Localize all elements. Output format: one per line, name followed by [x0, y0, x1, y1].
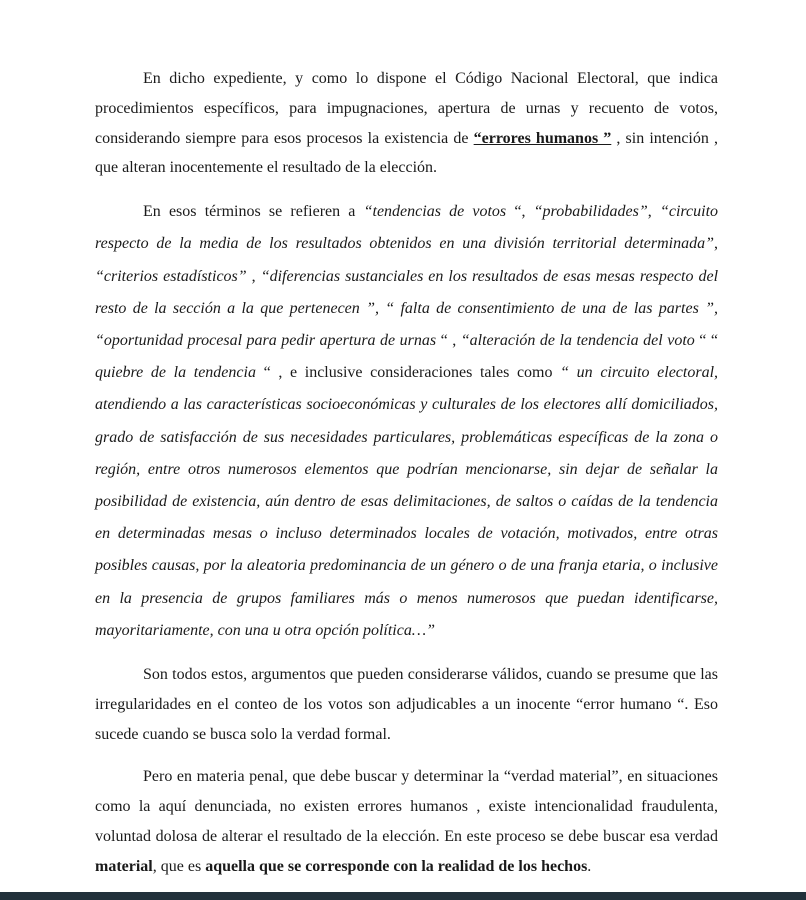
p2-italic-8: “ un circuito electoral, atendiendo a las características socioeconómicas y culturales de los electores allí domiciliados, grado de satisfacción de sus necesidades particulares, problemáticas específicas de la zona o región, entre otros numerosos elementos que podrían mencionarse, sin dejar de señalar la posibilidad de existencia, aún dentro de esas delimitaciones, de saltos o caídas de la tendencia en determinadas mesas o incluso determinados locales de votación, motivados, entre otras posibles causas, por la aleatoria predominancia de un género o de una franja etaria, o inclusive en la presencia de grupos familiares más o menos numerosos que puedan identificarse, mayoritariamente, con una u otra opción política…” — [95, 364, 719, 639]
p4-bold-realidad: aquella que se corresponde con la realidad de los hechos — [205, 857, 588, 875]
p1-text-b: , sin intención , que alteran inocentemente el resultado de la elección. — [95, 129, 719, 177]
paragraph-4 — [95, 762, 718, 881]
p2-text-6: “ , — [436, 332, 461, 349]
bottom-bar — [0, 892, 806, 900]
p2-text-3: , — [647, 203, 660, 221]
paragraph-2 — [95, 196, 718, 647]
p2-italic-5: “diferencias sustanciales en los resultados de esas mesas respecto del resto de la sección a la que pertenecen ”, “ falta de consentimiento de una de las partes ”, “oportunidad procesal para pedir apertura de urnas — [95, 267, 719, 349]
p2-text-4: , — [714, 235, 718, 253]
document-page — [95, 64, 718, 882]
p2-italic-6: “alteración de la tendencia del voto — [460, 332, 695, 349]
p2-text-2: “, — [506, 203, 534, 221]
paragraph-1 — [95, 64, 718, 183]
p2-italic-3: “circuito respecto de la media de los resultados obtenidos en una división territorial determinada” — [95, 203, 719, 253]
p2-italic-7: quiebre de la tendencia — [95, 364, 256, 382]
p4-text-c: . — [587, 857, 592, 875]
p2-italic-1: “tendencias de votos — [363, 203, 507, 221]
p2-text-7: “ “ — [694, 332, 719, 349]
p2-italic-2: “probabilidades” — [533, 203, 648, 221]
p2-text-1: En esos términos se refieren a — [143, 203, 364, 221]
p2-italic-4: “criterios estadísticos” — [95, 267, 247, 285]
paragraph-3: Son todos estos, argumentos que pueden considerarse válidos, cuando se presume que las irregularidades en el conteo de los votos son adjudicables a un inocente “error humano “. Eso sucede cuando se busca solo la verdad formal. — [95, 666, 718, 743]
p1-emphasis-errores-humanos: “errores humanos ” — [473, 129, 612, 147]
p2-text-5: , — [246, 267, 261, 285]
p4-text-a: Pero en materia penal, que debe buscar y determinar la “verdad material”, en situaciones como la aquí denunciada, no existen errores humanos , existe intencionalidad fraudulenta, voluntad dolosa de alterar el resultado de la elección. En este proceso se debe buscar esa verdad — [95, 768, 718, 846]
p4-text-b: , que es — [152, 857, 206, 875]
p2-text-8: “ , e inclusive consideraciones tales como — [255, 364, 561, 382]
p4-bold-material: material — [95, 857, 153, 875]
p1-text-a: En dicho expediente, y como lo dispone el Código Nacional Electoral, que indica procedimientos específicos, para impugnaciones, apertura de urnas y recuento de votos, considerando siempre para esos procesos la existencia de — [95, 70, 718, 147]
